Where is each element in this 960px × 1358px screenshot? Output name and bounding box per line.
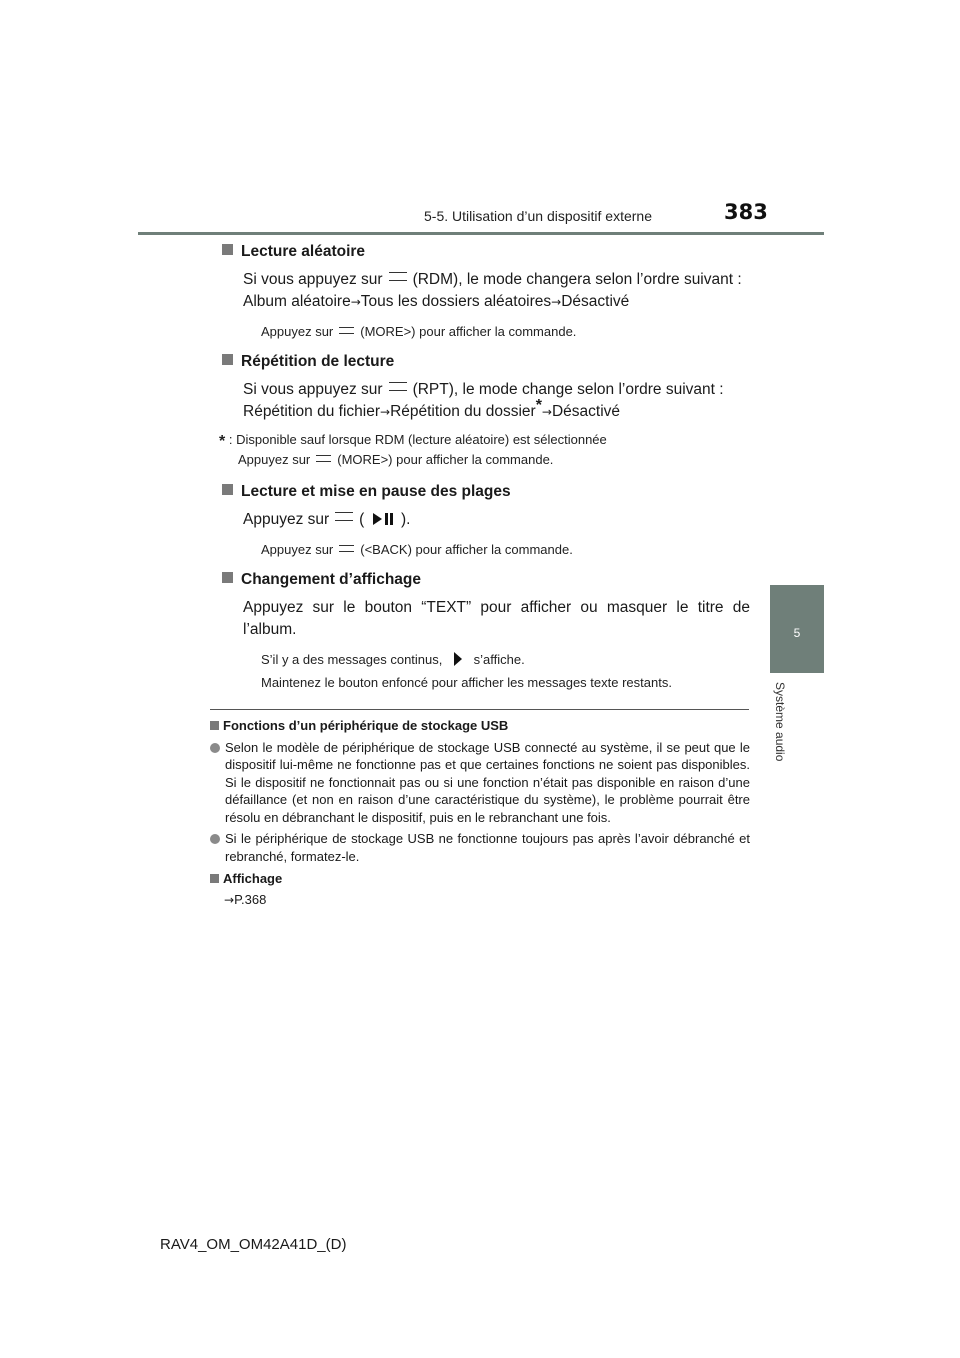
section-repeat [219,353,750,469]
button-icon [339,327,354,334]
document-code: RAV4_OM_OM42A41D_(D) [160,1236,347,1253]
section-note: Appuyez sur (<BACK) pour afficher la commande. [261,542,573,557]
bullet-icon [210,743,220,753]
square-bullet-icon [222,244,233,255]
list-item: Selon le modèle de périphérique de stockage USB connecté au système, il se peut que le dispositif lui-même ne fonctionne pas et que certaines fonctions ne soient pas disponibles. Si le dispositif ne fonctionnait pas ou si une fonction n’était pas disponible en raison d’une défaillance (et non en raison d’une caractéristique du système), le problème pourrait être résolu en débranchant le dispositif, puis en le rebranchant une fois. [210,739,750,827]
button-icon [389,382,407,391]
section-title: Lecture aléatoire [222,243,750,261]
chapter-number: 5 [793,626,801,640]
header-section-title: 5-5. Utilisation d’un dispositif externe [424,208,653,224]
footnote-title: Affichage [210,870,750,888]
button-icon [389,272,407,281]
page-number: 383 [724,200,768,224]
section-body: Si vous appuyez sur (RPT), le mode change selon l’ordre suivant : Répétition du fichier→Répétition du dossier*→Désactivé [243,381,724,420]
list-item: Si le périphérique de stockage USB ne fonctionne toujours pas après l’avoir débranché et rebranché, formatez-le. [210,830,750,865]
chapter-tab[interactable] [770,585,824,673]
section-title: Lecture et mise en pause des plages [222,483,750,501]
page-reference-link[interactable]: →P.368 [224,891,267,907]
header-divider [138,232,824,235]
section-title: Répétition de lecture [222,353,750,371]
footnotes [210,717,750,909]
button-icon [335,512,353,521]
section-play-pause [222,483,750,559]
scroll-arrow-icon [450,651,466,667]
section-note: Appuyez sur (MORE>) pour afficher la commande. [261,324,577,339]
square-bullet-icon [222,354,233,365]
footnote-block: * : Disponible sauf lorsque RDM (lecture aléatoire) est sélectionnée Appuyez sur (MORE>) pour afficher la commande. [219,432,607,467]
section-display-change [222,571,750,692]
content-divider [210,709,749,710]
main-content [219,240,750,692]
section-body: Appuyez sur le bouton “TEXT” pour afficher ou masquer le titre de l’album. [243,599,750,638]
section-note: S’il y a des messages continus, s’affiche. [261,652,525,667]
section-body: Appuyez sur ( ). [243,511,411,528]
chapter-title: Système audio [773,682,787,762]
button-icon [339,545,354,552]
bullet-icon [210,834,220,844]
square-bullet-icon [210,721,219,730]
section-random [222,243,750,341]
square-bullet-icon [222,484,233,495]
footnote-star: * [535,396,542,414]
button-icon [316,455,331,462]
play-pause-icon [369,511,397,527]
section-title: Changement d’affichage [222,571,750,589]
section-body: Si vous appuyez sur (RDM), le mode changera selon l’ordre suivant : Album aléatoire→Tous les dossiers aléatoires→Désactivé [243,271,742,310]
square-bullet-icon [222,572,233,583]
square-bullet-icon [210,874,219,883]
footnote-title: Fonctions d’un périphérique de stockage USB [210,717,750,735]
section-note: Maintenez le bouton enfoncé pour afficher les messages texte restants. [261,675,672,690]
